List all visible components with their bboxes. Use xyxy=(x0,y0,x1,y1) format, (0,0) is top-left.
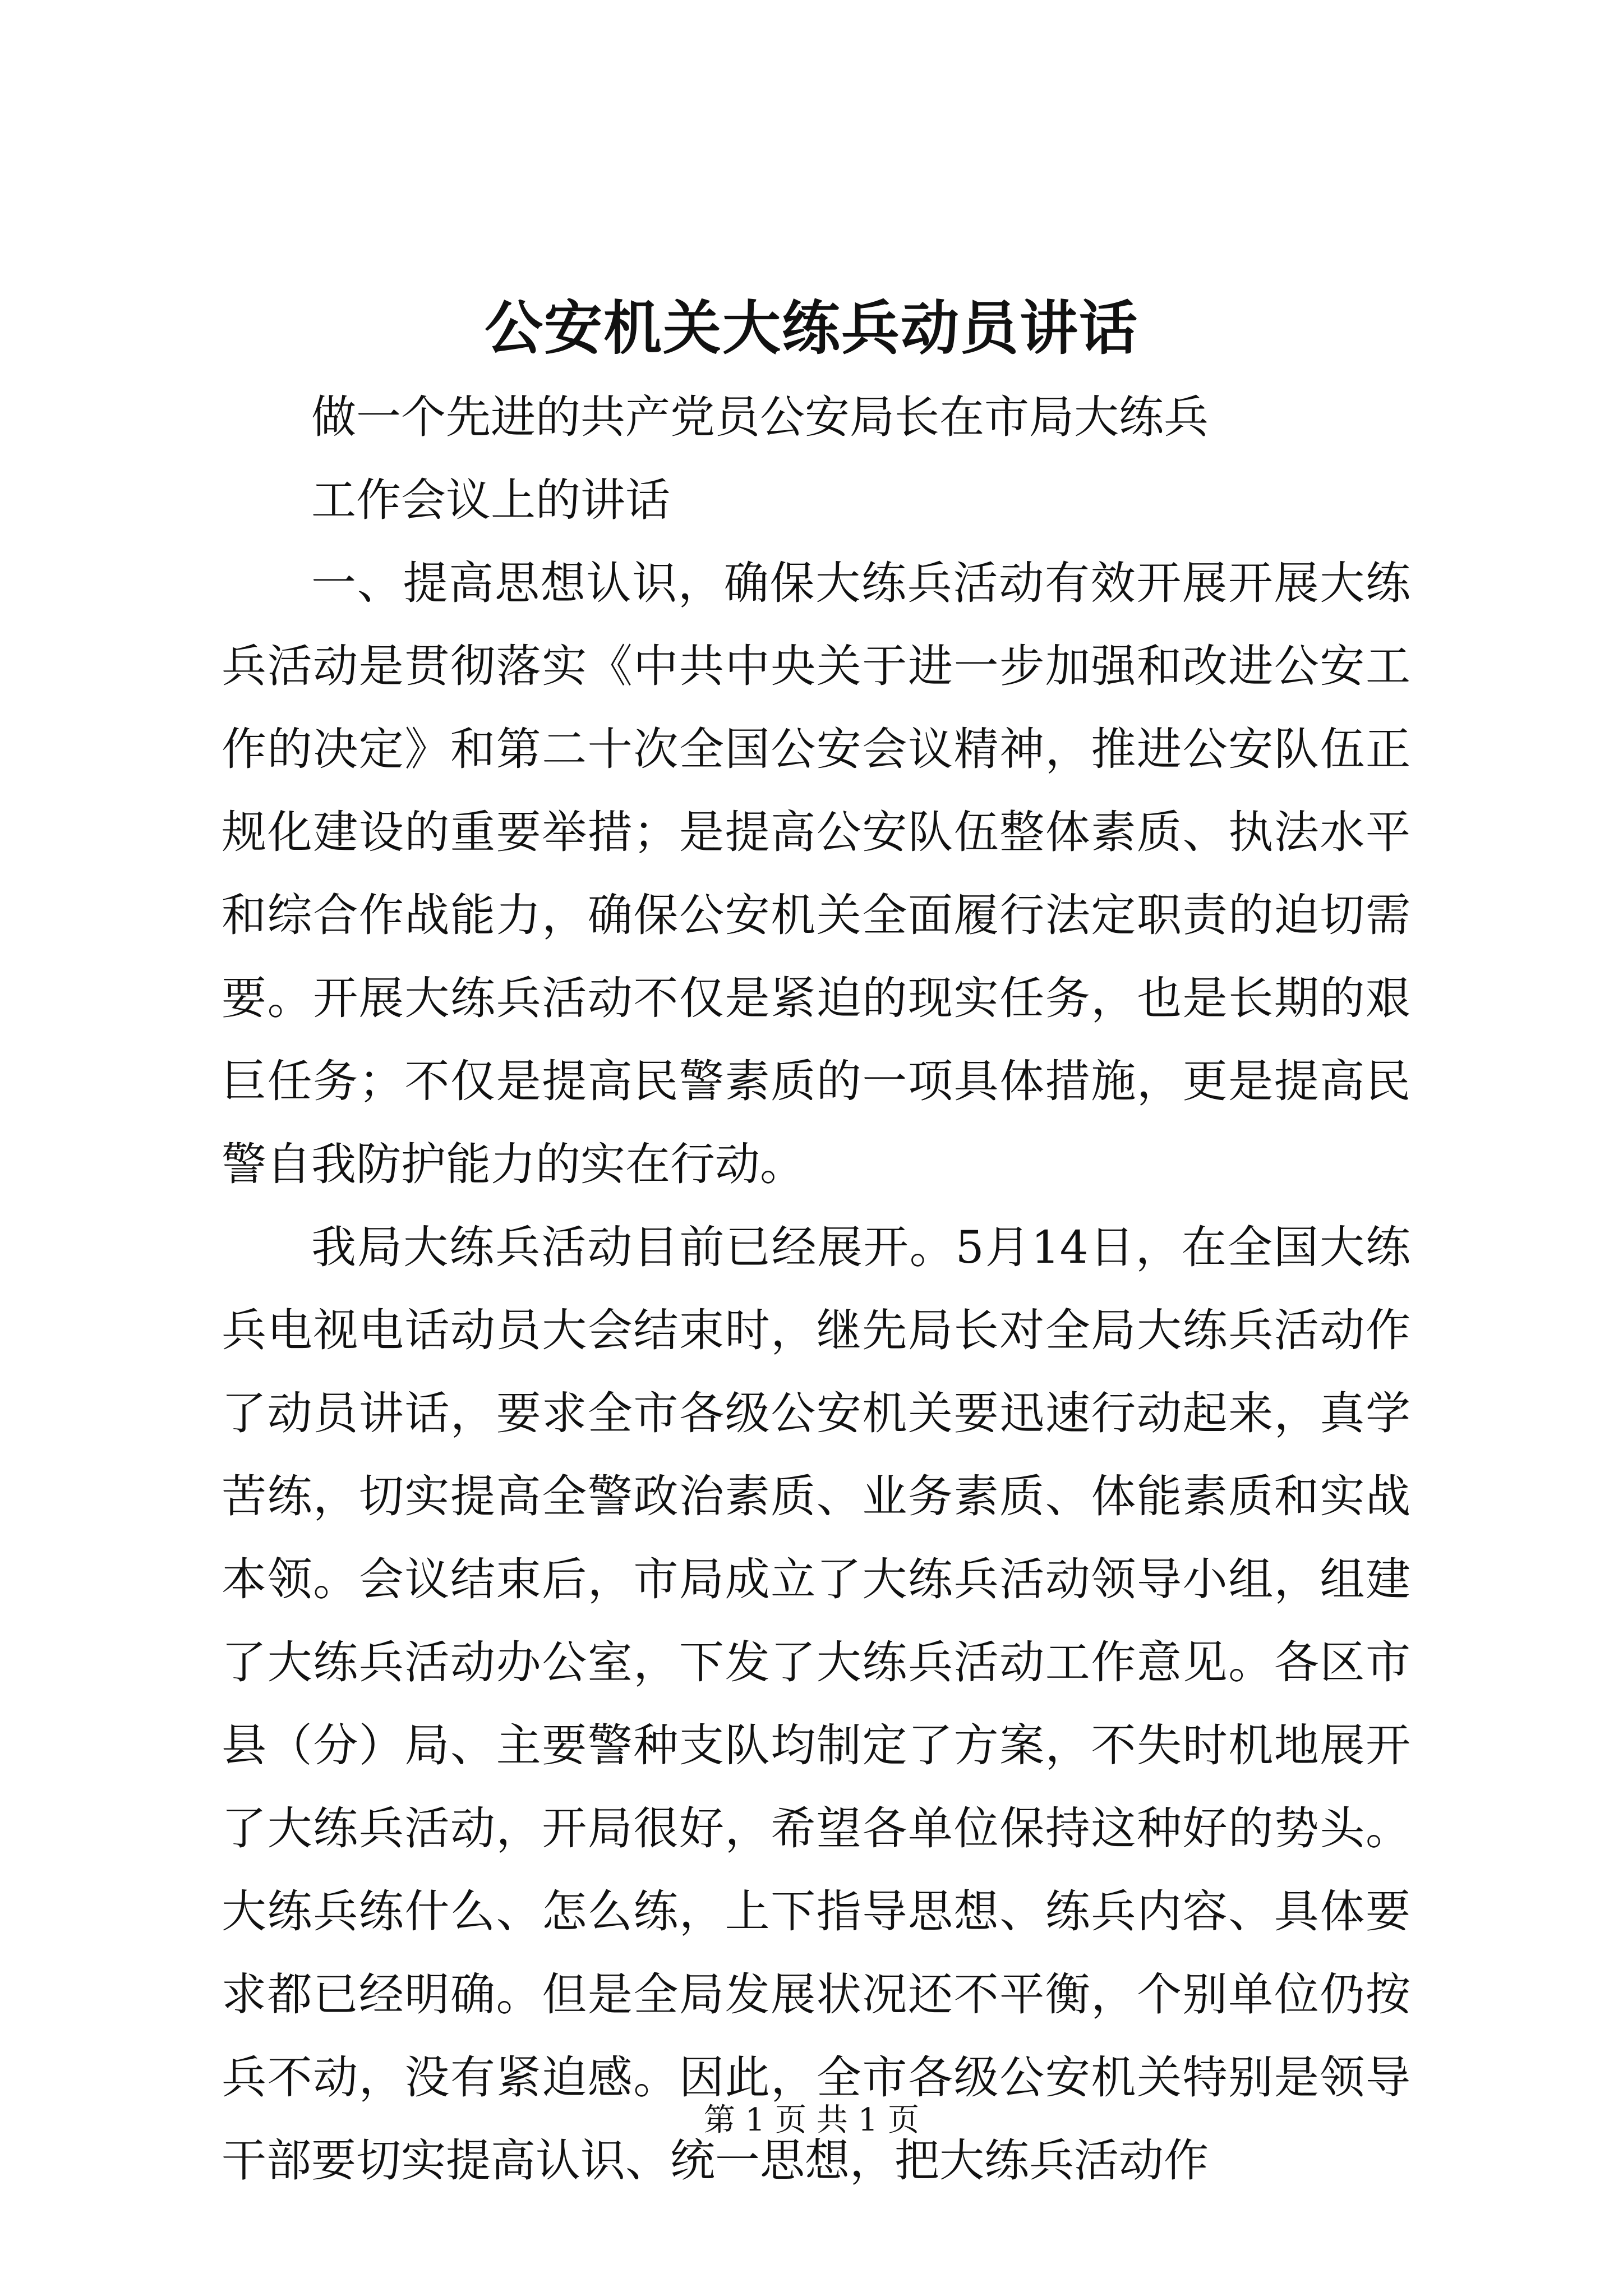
subtitle-line-2: 工作会议上的讲话 xyxy=(311,474,670,526)
subtitle-line-1: 做一个先进的共产党员公安局长在市局大练兵 xyxy=(311,391,1209,443)
body-paragraph-2: 我局大练兵活动目前已经展开。5月14日，在全国大练兵电视电话动员大会结束时，继先局长对全局大练兵活动作了动员讲话，要求全市各级公安机关要迅速行动起来，真学苦练，切实提高全警政治素质、业务素质、体能素质和实战本领。会议结束后，市局成立了大练兵活动领导小组，组建了大练兵活动办公室，下发了大练兵活动工作意见。各区市县（分）局、主要警种支队均制定了方案，不失时机地展开了大练兵活动，开局很好，希望各单位保持这种好的势头。大练兵练什么、怎么练，上下指导思想、练兵内容、具体要求都已经明确。但是全局发展状况还不平衡，个别单位仍按兵不动，没有紧迫感。因此，全市各级公安机关特别是领导干部要切实提高认识、统一思想，把大练兵活动作 xyxy=(222,1221,1410,2187)
page-footer: 第 1 页 共 1 页 xyxy=(703,2102,920,2138)
document-title: 公安机关大练兵动员讲话 xyxy=(484,293,1138,362)
body-paragraph-1: 一、提高思想认识，确保大练兵活动有效开展开展大练兵活动是贯彻落实《中共中央关于进一步加强和改进公安工作的决定》和第二十次全国公安会议精神，推进公安队伍正规化建设的重要举措；是提高公安队伍整体素质、执法水平和综合作战能力，确保公安机关全面履行法定职责的迫切需要。开展大练兵活动不仅是紧迫的现实任务，也是长期的艰巨任务；不仅是提高民警素质的一项具体措施，更是提高民警自我防护能力的实在行动。 xyxy=(222,557,1410,1190)
document-body xyxy=(222,376,1410,2202)
